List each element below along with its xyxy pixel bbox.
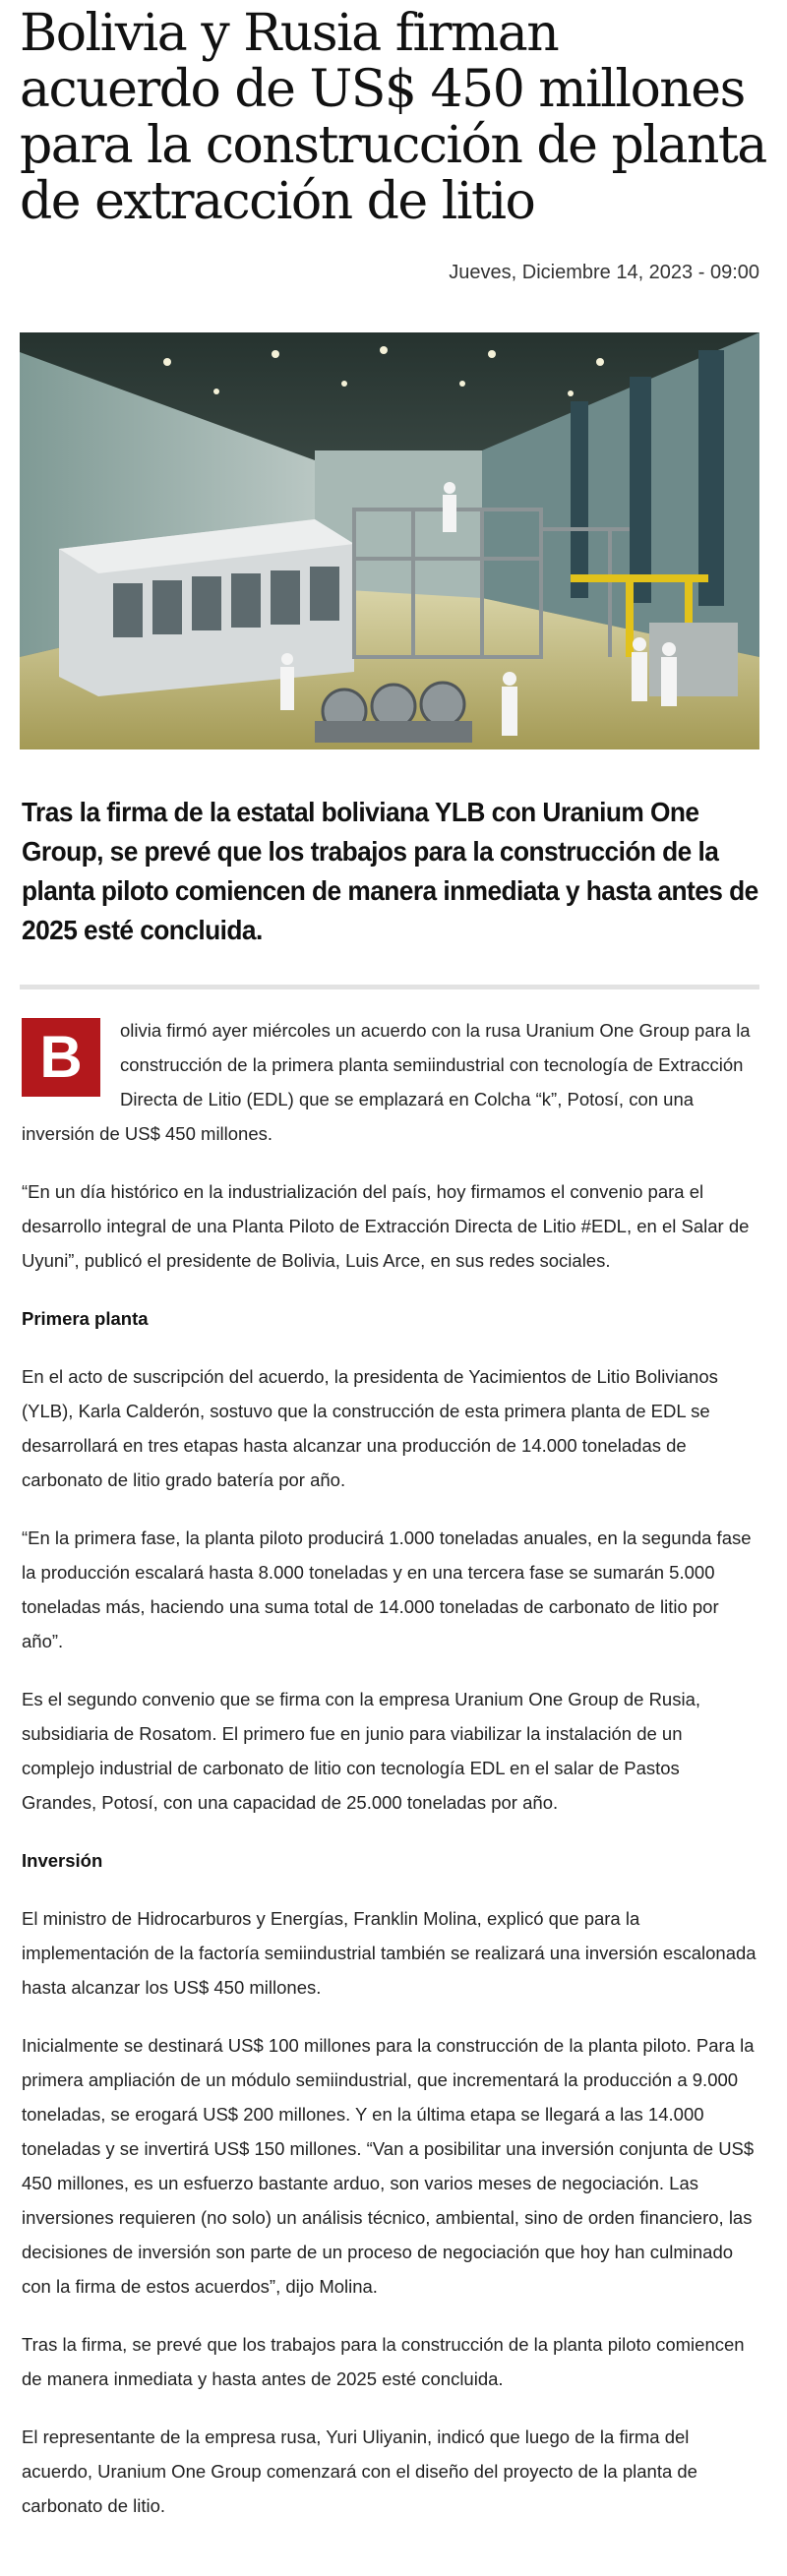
article-body — [22, 1013, 759, 2546]
paragraph: Es el segundo convenio que se firma con la empresa Uranium One Group de Rusia, subsidiaria de Rosatom. El primero fue en junio para viabilizar la instalación de un complejo industrial de carbonato de litio con tecnología EDL en el salar de Pastos Grandes, Potosí, con una capacidad de 25.000 toneladas por año. — [22, 1689, 701, 1813]
hero-image — [20, 332, 759, 749]
article-date: Jueves, Diciembre 14, 2023 - 09:00 — [449, 262, 759, 283]
section-heading: Primera planta — [22, 1308, 149, 1329]
paragraph: Tras la firma, se prevé que los trabajos para la construcción de la planta piloto comiencen de manera inmediata y hasta antes de 2025 esté concluida. — [22, 2334, 745, 2389]
paragraph: El ministro de Hidrocarburos y Energías, Franklin Molina, explicó que para la implementación de la factoría semiindustrial también se realizará una inversión escalonada hasta alcanzar los US$ 450 millones. — [22, 1908, 757, 1998]
paragraph: “En un día histórico en la industrialización del país, hoy firmamos el convenio para el desarrollo integral de una Planta Piloto de Extracción Directa de Litio #EDL, en el Salar de Uyuni”, publicó el presidente de Bolivia, Luis Arce, en sus redes sociales. — [22, 1181, 750, 1271]
paragraph: “En la primera fase, la planta piloto producirá 1.000 toneladas anuales, en la segunda fase la producción escalará hasta 8.000 toneladas y en una tercera fase se sumarán 5.000 toneladas más, haciendo una suma total de 14.000 toneladas de carbonato de litio por año”. — [22, 1528, 752, 1651]
paragraph: El representante de la empresa rusa, Yuri Uliyanin, indicó que luego de la firma del acuerdo, Uranium One Group comenzará con el diseño del proyecto de la planta de carbonato de litio. — [22, 2426, 697, 2516]
divider — [20, 985, 759, 989]
article-lead: Tras la firma de la estatal boliviana YLB con Uranium One Group, se prevé que los trabajos para la construcción de la planta piloto comiencen de manera inmediata y hasta antes de 2025 esté concluida. — [22, 797, 758, 945]
article-title: Bolivia y Rusia firman acuerdo de US$ 450 millones para la construcción de planta de extracción de litio — [20, 4, 766, 231]
paragraph: Inicialmente se destinará US$ 100 millones para la construcción de la planta piloto. Para la primera ampliación de un módulo semiindustrial, que incrementará la producción a 9.000 toneladas, se erogará US$ 200 millones. Y en la última etapa se llegará a las 14.000 toneladas y se invertirá US$ 150 millones. “Van a posibilitar una inversión conjunta de US$ 450 millones, es un esfuerzo bastante arduo, son varios meses de negociación. Las inversiones requieren (no solo) un análisis técnico, ambiental, sino de orden financiero, las decisiones de inversión son parte de un proceso de negociación que hoy han culminado con la firma de estos acuerdos”, dijo Molina. — [22, 2035, 755, 2297]
section-heading: Inversión — [22, 1850, 103, 1871]
paragraph — [22, 1013, 759, 1151]
drop-cap: B — [22, 1018, 100, 1097]
paragraph-text: olivia firmó ayer miércoles un acuerdo con la rusa Uranium One Group para la construcción de la primera planta semiindustrial con tecnología de Extracción Directa de Litio (EDL) que se emplazará en Colcha “k”, Potosí, con una inversión de US$ 450 millones. — [22, 1020, 751, 1144]
paragraph: En el acto de suscripción del acuerdo, la presidenta de Yacimientos de Litio Bolivianos (YLB), Karla Calderón, sostuvo que la construcción de esta primera planta de EDL se desarrollará en tres etapas hasta alcanzar una producción de 14.000 toneladas de carbonato de litio grado batería por año. — [22, 1366, 718, 1490]
